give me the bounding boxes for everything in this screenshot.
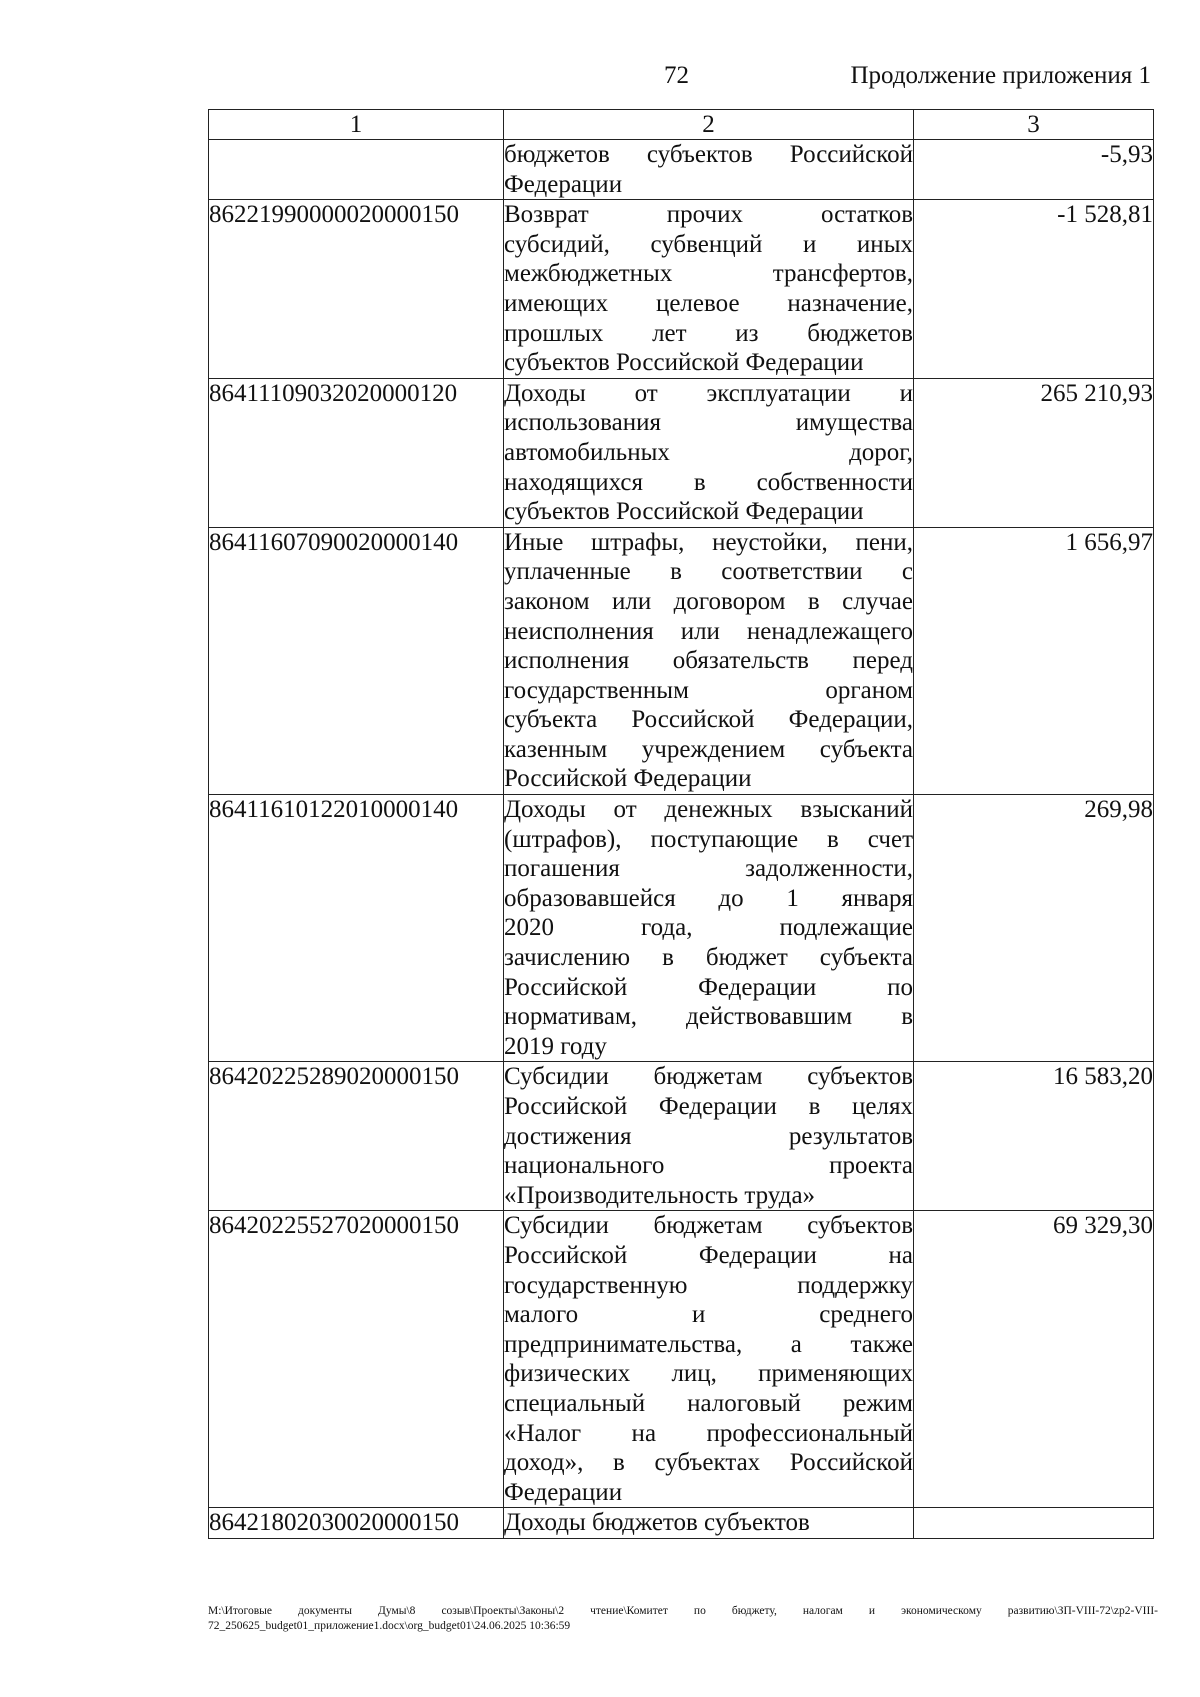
description-line: Российской Федерации по — [504, 973, 913, 1001]
description-line: государственным органом — [504, 676, 913, 704]
description-line: бюджетов субъектов Российской — [504, 141, 913, 168]
description-line: субсидий, субвенций и иных — [504, 230, 913, 258]
description-line: Федерации — [504, 170, 623, 198]
description-line: автомобильных дорог, — [504, 438, 913, 466]
amount-cell: 69 329,30 — [914, 1211, 1154, 1508]
revenue-code-cell: 86420225289020000150 — [209, 1062, 504, 1211]
description-line: законом или договором в случае — [504, 587, 913, 615]
description-line: (штрафов), поступающие в счет — [504, 825, 913, 853]
revenue-code-cell: 86411109032020000120 — [209, 378, 504, 527]
description-line: предпринимательства, а также — [504, 1330, 913, 1358]
description-line: Возврат прочих остатков — [504, 201, 913, 229]
revenue-code-cell: 86221990000020000150 — [209, 200, 504, 379]
amount-cell: 16 583,20 — [914, 1062, 1154, 1211]
description-line: субъектов Российской Федерации — [504, 498, 864, 526]
description-line: казенным учреждением субъекта — [504, 735, 913, 763]
revenue-description-cell — [504, 1508, 914, 1539]
amount-cell — [914, 1508, 1154, 1539]
column-number-3: 3 — [914, 110, 1154, 140]
revenue-code-cell — [209, 140, 504, 200]
description-line: Российской Федерации на — [504, 1241, 913, 1269]
revenue-code-cell: 86421802030020000150 — [209, 1508, 504, 1539]
description-line: нормативам, действовавшим в — [504, 1003, 913, 1031]
description-line: уплаченные в соответствии с — [504, 558, 913, 586]
description-line: Субсидии бюджетам субъектов — [504, 1063, 913, 1091]
description-line: 2020 года, подлежащие — [504, 914, 913, 942]
amount-cell: 265 210,93 — [914, 378, 1154, 527]
revenue-description-cell — [504, 378, 914, 527]
description-line: национального проекта — [504, 1152, 913, 1180]
revenue-code-cell: 86411610122010000140 — [209, 795, 504, 1062]
description-line: использования имущества — [504, 409, 913, 437]
revenue-description-cell — [504, 200, 914, 379]
description-line: доход», в субъектах Российской — [504, 1449, 913, 1477]
page-number: 72 — [664, 62, 689, 89]
revenue-description-cell — [504, 140, 914, 200]
description-line: субъекта Российской Федерации, — [504, 706, 913, 734]
description-line: физических лиц, применяющих — [504, 1360, 913, 1388]
continuation-title: Продолжение приложения 1 — [850, 62, 1151, 89]
revenue-code-cell: 86411607090020000140 — [209, 527, 504, 794]
table-row — [209, 1211, 1154, 1508]
description-line: зачислению в бюджет субъекта — [504, 944, 913, 972]
description-line: образовавшейся до 1 января — [504, 884, 913, 912]
document-path-footer: M:\Итоговые документы Думы\8 созыв\Проекты\Законы\2 чтение\Комитет по бюджету, налогам и экономическому развитию\ЗП-VIII-72\zp2-VIII-72_250625_budget01_приложение1.docx\org_budget01\24.06.2025 10:36:59 — [208, 1605, 1158, 1632]
description-line: межбюджетных трансфертов, — [504, 260, 913, 288]
budget-table — [208, 109, 1154, 1539]
description-line: Федерации — [504, 1478, 623, 1506]
description-line: «Налог на профессиональный — [504, 1419, 913, 1447]
table-row — [209, 140, 1154, 200]
revenue-code-cell: 86420225527020000150 — [209, 1211, 504, 1508]
description-line: Доходы от эксплуатации и — [504, 379, 913, 407]
revenue-description-cell — [504, 1062, 914, 1211]
amount-cell: -1 528,81 — [914, 200, 1154, 379]
description-line: погашения задолженности, — [504, 855, 913, 883]
description-line: Российской Федерации — [504, 765, 752, 793]
table-row — [209, 200, 1154, 379]
table-row — [209, 1062, 1154, 1211]
description-line: находящихся в собственности — [504, 468, 913, 496]
description-line: 2019 году — [504, 1032, 607, 1060]
revenue-description-cell — [504, 795, 914, 1062]
table-row — [209, 795, 1154, 1062]
amount-cell: 269,98 — [914, 795, 1154, 1062]
column-number-1: 1 — [209, 110, 504, 140]
amount-cell: -5,93 — [914, 140, 1154, 200]
description-line: государственную поддержку — [504, 1271, 913, 1299]
description-line: Российской Федерации в целях — [504, 1093, 913, 1120]
description-line: «Производительность труда» — [504, 1181, 816, 1209]
description-line: имеющих целевое назначение, — [504, 289, 913, 317]
table-row — [209, 1508, 1154, 1539]
description-line: исполнения обязательств перед — [504, 647, 913, 675]
description-line: малого и среднего — [504, 1301, 913, 1329]
description-line: неисполнения или ненадлежащего — [504, 617, 913, 645]
column-number-row — [209, 110, 1154, 140]
description-line: субъектов Российской Федерации — [504, 349, 864, 377]
description-line: прошлых лет из бюджетов — [504, 319, 913, 347]
description-line: Доходы бюджетов субъектов — [504, 1509, 810, 1537]
description-line: Субсидии бюджетам субъектов — [504, 1212, 913, 1240]
revenue-description-cell — [504, 1211, 914, 1508]
table-row — [209, 527, 1154, 794]
description-line: специальный налоговый режим — [504, 1389, 913, 1417]
description-line: достижения результатов — [504, 1122, 913, 1150]
table-row — [209, 378, 1154, 527]
column-number-2: 2 — [504, 110, 914, 140]
amount-cell: 1 656,97 — [914, 527, 1154, 794]
revenue-description-cell — [504, 527, 914, 794]
description-line: Доходы от денежных взысканий — [504, 796, 913, 824]
description-line: Иные штрафы, неустойки, пени, — [504, 528, 913, 556]
